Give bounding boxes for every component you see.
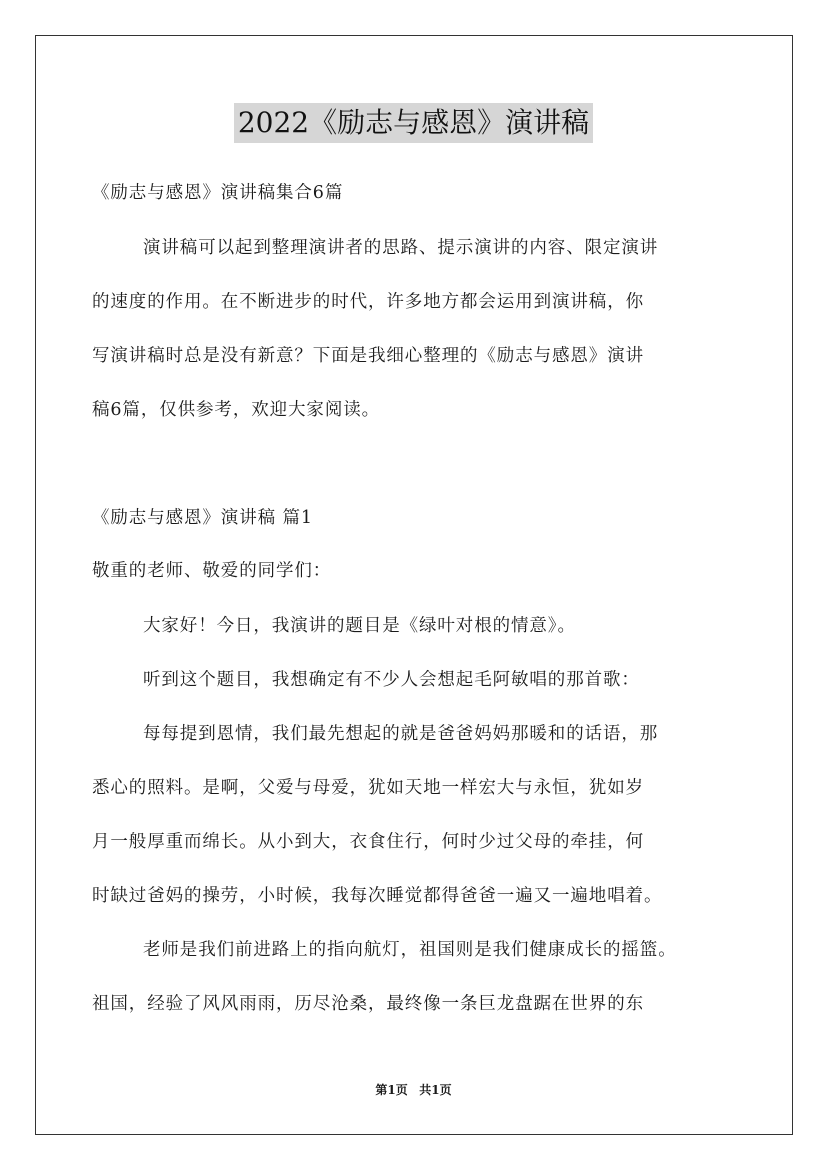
title-container xyxy=(0,103,827,143)
page-total: 共1页 xyxy=(419,1083,452,1097)
salutation: 敬重的老师、敬爱的同学们： xyxy=(92,561,332,581)
intro-line: 演讲稿可以起到整理演讲者的思路、提示演讲的内容、限定演讲 xyxy=(143,238,659,258)
body-line: 祖国，经验了风风雨雨，历尽沧桑，最终像一条巨龙盘踞在世界的东 xyxy=(92,994,644,1014)
body-line: 月一般厚重而绵长。从小到大，衣食住行，何时少过父母的牵挂，何 xyxy=(92,832,644,852)
body-line: 大家好！今日，我演讲的题目是《绿叶对根的情意》。 xyxy=(143,616,576,636)
body-line: 听到这个题目，我想确定有不少人会想起毛阿敏唱的那首歌： xyxy=(143,670,640,690)
body-line: 每每提到恩情，我们最先想起的就是爸爸妈妈那暖和的话语，那 xyxy=(143,724,659,744)
page-number: 第1页 xyxy=(375,1083,408,1097)
body-line: 时缺过爸妈的操劳，小时候，我每次睡觉都得爸爸一遍又一遍地唱着。 xyxy=(92,886,663,906)
section-heading: 《励志与感恩》演讲稿 篇1 xyxy=(92,508,313,528)
intro-line: 稿6篇，仅供参考，欢迎大家阅读。 xyxy=(92,400,381,420)
intro-line: 写演讲稿时总是没有新意？下面是我细心整理的《励志与感恩》演讲 xyxy=(92,346,644,366)
document-title: 2022《励志与感恩》演讲稿 xyxy=(234,103,593,143)
body-line: 悉心的照料。是啊，父爱与母爱，犹如天地一样宏大与永恒，犹如岁 xyxy=(92,778,644,798)
intro-line: 的速度的作用。在不断进步的时代，许多地方都会运用到演讲稿，你 xyxy=(92,292,644,312)
body-line: 老师是我们前进路上的指向航灯，祖国则是我们健康成长的摇篮。 xyxy=(143,940,677,960)
document-subtitle: 《励志与感恩》演讲稿集合6篇 xyxy=(92,183,344,203)
page-footer xyxy=(0,1082,827,1098)
